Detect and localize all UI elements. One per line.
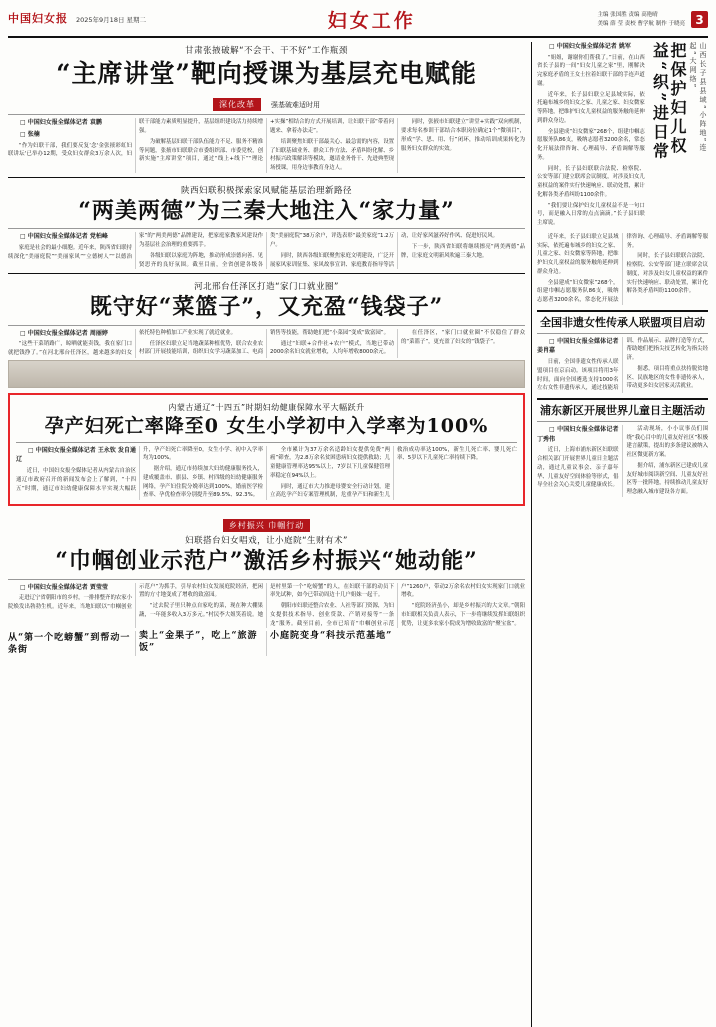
article-1-byline-1: □ 中国妇女报全媒体记者 袁鹏 (20, 119, 102, 127)
divider (8, 228, 525, 229)
side-article-3-para-1: 近日，上海市浦东新区妇联联合相关部门开展世界儿童日主题活动，通过儿童议事会、亲子嘉年华、儿童友好空间体验等形式，倡导全社会关心关爱儿童健康成长。 (537, 447, 619, 489)
masthead-right (598, 11, 709, 28)
article-5-sub-3: 小庭院变身“科技示范基地” (270, 631, 393, 642)
side-article-2-para-1: 日前，全国非遗女性传承人联盟项目在京启动。该项目将用3年时间，面向全国遴选支持1000名左右女性非遗传承人，通过技能培训、作品展示、品牌打造等方式，帮助她们把指尖技艺转化为指尖经济。 (537, 337, 708, 392)
article-2-headline: “两美两德”为三秦大地注入“家力量” (78, 197, 455, 224)
article-3-kicker: 河北邢台任泽区打造“家门口就业圈” (194, 282, 339, 293)
article-1-byline-2: □ 张楠 (20, 130, 40, 138)
side-article-1-vertical-headline: 把保护妇儿权益“织”进日常 (650, 42, 687, 162)
page-number-badge: 3 (691, 11, 708, 28)
side-article-3-para-2: 活动现场，小小议事员们围绕“我心目中的儿童友好社区”积极建言献策，提出的多条建议被纳入社区微更新方案。 (626, 425, 708, 459)
side-article-1-cont-2: 全县建成“妇女微家”268个，组建巾帼志愿服务队86支，吸纳志愿者3200余名，常态化开展法律咨询、心理疏导、矛盾调解等服务。 (537, 233, 708, 304)
side-article-1-byline: □ 中国妇女报全媒体记者 姚军 (549, 43, 631, 50)
article-5-body (8, 583, 525, 629)
publication-date: 2025年9月18日 星期二 (76, 16, 147, 24)
article-5-para-2: “过去院子里只种点自家吃的菜，现在种大棚果蔬，一年能多收入3万多元。”村民李大姐笑着说。她是村里第一个“吃螃蟹”的人，在妇联干部的动员下率先试种，如今已带动周边十几户姐妹一起干。 (139, 583, 394, 618)
article-3-headline: 既守好“菜篮子”，又充盈“钱袋子” (89, 294, 444, 321)
divider (537, 421, 708, 422)
article-main-5 (8, 510, 525, 656)
section-title: 妇女工作 (327, 10, 416, 32)
article-main-2 (8, 182, 525, 270)
article-3-photo (8, 360, 525, 388)
divider (8, 273, 525, 274)
redbox-para-1: 近日，中国妇女报全媒体记者从内蒙古自治区通辽市政府召开的新闻发布会上了解到，“十四五”时期，通辽市妇幼健康保障水平实现大幅跃升，孕产妇死亡率降至0，女生小学、初中入学率均为100%。 (16, 446, 263, 492)
article-1-tagline: 强基破难适时用 (271, 101, 321, 110)
article-2-kicker: 陕西妇联积极探索家风赋能基层治理新路径 (180, 185, 352, 196)
side-article-1-cont-3: 同时，长子县妇联联合法院、检察院、公安等部门建立联席会议制度，对涉及妇女儿童权益的案件实行快速响应、联动处置，累计化解各类矛盾纠纷1100余件。 (626, 253, 708, 295)
side-article-1-body (537, 42, 645, 230)
article-1-badge: 深化改革 (213, 98, 261, 111)
redbox-kicker: 内蒙古通辽“十四五”时期妇幼健康保障水平大幅跃升 (168, 402, 365, 412)
article-5-para-3: 朝阳市妇联还整合农业、人社等部门资源，为妇女提供技术指导、创业贷款、产销对接等“一条龙”服务。截至目前，全市已培育“巾帼创业示范户”1260户，带动2万余名农村妇女实现家门口就业增收。 (270, 583, 525, 627)
newspaper-logo: 中国妇女报 (8, 12, 68, 26)
article-5-para-1: 走进辽宁省朝阳市的乡村，一排排整齐的农家小院焕发出勃勃生机。近年来，当地妇联以“巾帼创业示范户”为抓手，引导农村妇女发展庭院经济，把闲置的方寸地变成了增收的致富园。 (8, 583, 263, 611)
article-2-body (8, 232, 525, 269)
editor-credits (598, 11, 686, 28)
article-5-badge: 乡村振兴 巾帼行动 (223, 519, 311, 532)
highlighted-article (8, 393, 525, 506)
side-article-1-title-block (649, 42, 708, 230)
page-body (8, 42, 708, 1027)
side-article-2-para-2: 据悉，项目将重点扶持脱贫地区、民族地区的女性非遗传承人，带动更多妇女居家灵活就业。 (626, 365, 708, 390)
article-3-para-1: “这些干菜销路广，晾晒就能卖钱，我在家门口就把钱挣了。”在河北邢台任泽区，越来越多的妇女依托特色种植加工产业实现了就近就业。 (8, 329, 237, 357)
redbox-para-3: 全市累计为37万余名适龄妇女提供免费“两癌”筛查，为2.8万余名贫困患病妇女提供救助；儿童健康管理率达95%以上，7岁以下儿童保健管理率稳定在94%以上。 (270, 446, 390, 479)
masthead (8, 6, 708, 38)
divider (8, 177, 525, 178)
redbox-headline: 孕产妇死亡率降至0 女生小学初中入学率为100% (44, 414, 489, 437)
side-article-1-cont-1: 近年来，长子县妇联立足县域实际，依托遍布城乡的妇女之家、儿童之家、妇女微家等阵地，把维护妇女儿童权益的服务触角延伸到群众身边。 (537, 233, 619, 275)
article-main-1 (8, 42, 525, 173)
article-1-body (8, 118, 525, 173)
side-article-2 (537, 316, 708, 393)
side-article-3-body (537, 425, 708, 497)
article-3-para-3: 通过“妇联+合作社+农户”模式，当地已带动2000余名妇女就业增收，人均年增收8000余元。 (270, 340, 394, 356)
article-2-para-2: 各级妇联以家庭为阵地，推动形成崇德向善、见贤思齐的良好氛围。截至目前，全省创建各级各类“美丽庭院”38万余户，评选表彰“最美家庭”1.2万户。 (139, 233, 394, 268)
article-3-body (8, 329, 525, 358)
side-article-1-para-5: “我们要让保护妇女儿童权益不是一句口号，而是融入日常的点点滴滴。”长子县妇联主席说。 (537, 202, 645, 227)
article-1-para-1: “作为妇联干部，我们要反复‘念'金张掖彩虹妇联讲坛'已举办12期，受众妇女群众3万余人次，妇联干部能力素质明显提升，基层组织建设活力持续增强。 (8, 119, 263, 158)
redbox-para-2: 据介绍，通辽市持续加大妇幼健康服务投入，建成覆盖市、旗县、乡镇、村四级的妇幼健康服务网络，孕产妇住院分娩率达到100%，婚前医学检查率、孕优检查率分别提升至89.5%、92.3%。 (143, 466, 263, 499)
side-article-3-headline: 浦东新区开展世界儿童日主题活动 (540, 404, 705, 418)
article-1-kicker: 甘肃张掖破解“不会干、干不好”工作瓶颈 (185, 46, 348, 56)
divider (537, 310, 708, 312)
side-column (531, 42, 708, 1027)
article-2-byline: □ 中国妇女报全媒体记者 党柏峰 (20, 233, 108, 241)
divider (8, 114, 525, 115)
divider (16, 442, 517, 443)
main-column (8, 42, 525, 1027)
article-5-badge-wrap (8, 513, 525, 532)
side-article-2-byline: □ 中国妇女报全媒体记者 姜肖嘉 (537, 337, 619, 355)
redbox-byline: □ 中国妇女报全媒体记者 王永钦 发自通辽 (16, 446, 136, 464)
article-1-para-4: 同时，张掖市妇联建立“讲堂+实践”双向机制，要求每名参训干部结合本职岗位确定1个“微项目”，形成“学、思、用、行”闭环，推动培训成果转化为服务妇女群众的实效。 (401, 119, 525, 152)
divider (8, 579, 525, 580)
article-1-headline: “主席讲堂”靶向授课为基层充电赋能 (56, 59, 477, 88)
divider (537, 333, 708, 334)
article-5-sub-1: 从“第一个吃螃蟹”到帮动一条街 (8, 633, 131, 655)
side-article-1-para-4: 同时，长子县妇联联合法院、检察院、公安等部门建立联席会议制度，对涉及妇女儿童权益的案件实行快速响应、联动处置，累计化解各类矛盾纠纷1100余件。 (537, 165, 645, 198)
side-article-3 (537, 404, 708, 497)
side-article-1-para-1: “姐姐，谢谢你们帮我了。”日前，在山西省长子县的一间“妇女儿童之家”里，刚解决完家庭矛盾的王女士拉着妇联干部的手连声道谢。 (537, 54, 645, 87)
article-5-byline: □ 中国妇女报全媒体记者 贾莹莹 (20, 583, 108, 591)
article-main-3 (8, 278, 525, 388)
article-2-para-3: 同时，陕西各级妇联聚焦家庭文明建设，广泛开展家风家训征集、家风故事宣讲、家庭教育指导等活动，让好家风滋养好作风、促进好民风。 (270, 233, 499, 268)
side-article-1-cont (537, 233, 708, 305)
side-article-1-kicker: 山西长子县县域“小阵地”连起“大网络” (689, 42, 707, 153)
article-3-para-4: 在任泽区，“家门口就业圈”不仅稳住了群众的“菜篮子”，更充盈了妇女的“钱袋子”。 (401, 329, 525, 345)
divider (537, 398, 708, 400)
article-1-badge-wrap (8, 92, 525, 111)
article-3-para-2: 任泽区妇联立足当地蔬菜种植优势，联合农业农村部门开展技能培训，组织妇女学习蔬菜加工、电商销售等技能，帮助她们把“小菜园”变成“致富园”。 (139, 329, 389, 356)
editor-credits-line1: 主编 张国胜 责编 高艳晴 (597, 12, 658, 19)
article-1-para-3: 培训聚焦妇联干部最关心、最急需的内容，设置了妇联基础业务、群众工作方法、矛盾纠纷化解、乡村振兴政策解读等模块，邀请业务骨干、先进典型现场授课，用身边事教育身边人。 (270, 138, 395, 171)
article-2-para-1: 家庭是社会的最小细胞。近年来，陕西省妇联持续深化“美丽庭院”“美丽家风”“立德树人”“以德治家”的“两美两德”品牌建设，把家庭家教家风建设作为基层社会治理的重要抓手。 (8, 233, 263, 260)
side-article-3-byline: □ 中国妇女报全媒体记者 丁秀伟 (537, 425, 619, 443)
redbox-body (16, 446, 517, 501)
article-2-para-4: 下一步，陕西省妇联将继续擦亮“两美两德”品牌，让家庭文明新风吹遍三秦大地。 (401, 244, 525, 259)
masthead-left (8, 13, 146, 25)
side-article-1 (537, 42, 708, 305)
redbox-para-4: 同时，通辽市大力推进母婴安全行动计划，建立高危孕产妇专案管理机制，危重孕产妇和新生儿救治成功率达100%，新生儿死亡率、婴儿死亡率、5岁以下儿童死亡率持续下降。 (270, 446, 517, 499)
article-5-subheads (8, 631, 525, 656)
article-5-para-4: “庭院经济虽小，却是乡村振兴的大文章。”朝阳市妇联相关负责人表示，下一步将继续发挥妇联组织优势，让更多农家小院成为增收致富的“聚宝盆”。 (401, 603, 525, 627)
article-5-headline: “巾帼创业示范户”激活乡村振兴“她动能” (55, 548, 478, 575)
article-1-para-2: 为破解基层妇联干部队伍能力不足、服务不精准等问题，张掖市妇联联合市委组织部、市委党校，创新实施“主席讲堂”项目，通过“线上+线下”“理论+实操”相结合的方式开展培训，让妇联干部“带着问题来、拿着办法走”。 (139, 119, 394, 163)
side-article-3-para-3: 据介绍，浦东新区已建成儿童友好城市阅读新空间、儿童友好社区等一批阵地，持续推动儿童友好理念融入城市建设各方面。 (626, 462, 708, 496)
side-article-2-body (537, 337, 708, 393)
divider (8, 325, 525, 326)
side-article-1-para-3: 全县建成“妇女微家”268个，组建巾帼志愿服务队86支，吸纳志愿者3200余名，常态化开展法律咨询、心理疏导、矛盾调解等服务。 (537, 128, 645, 161)
editor-credits-line2: 美编 薛 莹 责校 曹学航 制作 于晓亮 (597, 20, 685, 27)
side-article-2-headline: 全国非遗女性传承人联盟项目启动 (540, 315, 705, 329)
side-article-1-top (537, 42, 708, 230)
side-article-1-para-2: 近年来，长子县妇联立足县域实际，依托遍布城乡的妇女之家、儿童之家、妇女微家等阵地，把维护妇女儿童权益的服务触角延伸到群众身边。 (537, 91, 645, 124)
article-3-byline: □ 中国妇女报全媒体记者 周丽婷 (20, 329, 108, 337)
article-5-sub-2: 卖上“金果子”，吃上“旅游饭” (139, 631, 258, 653)
article-5-kicker: 妇联搭台妇女唱戏，让小庭院“生财有术” (185, 536, 348, 547)
